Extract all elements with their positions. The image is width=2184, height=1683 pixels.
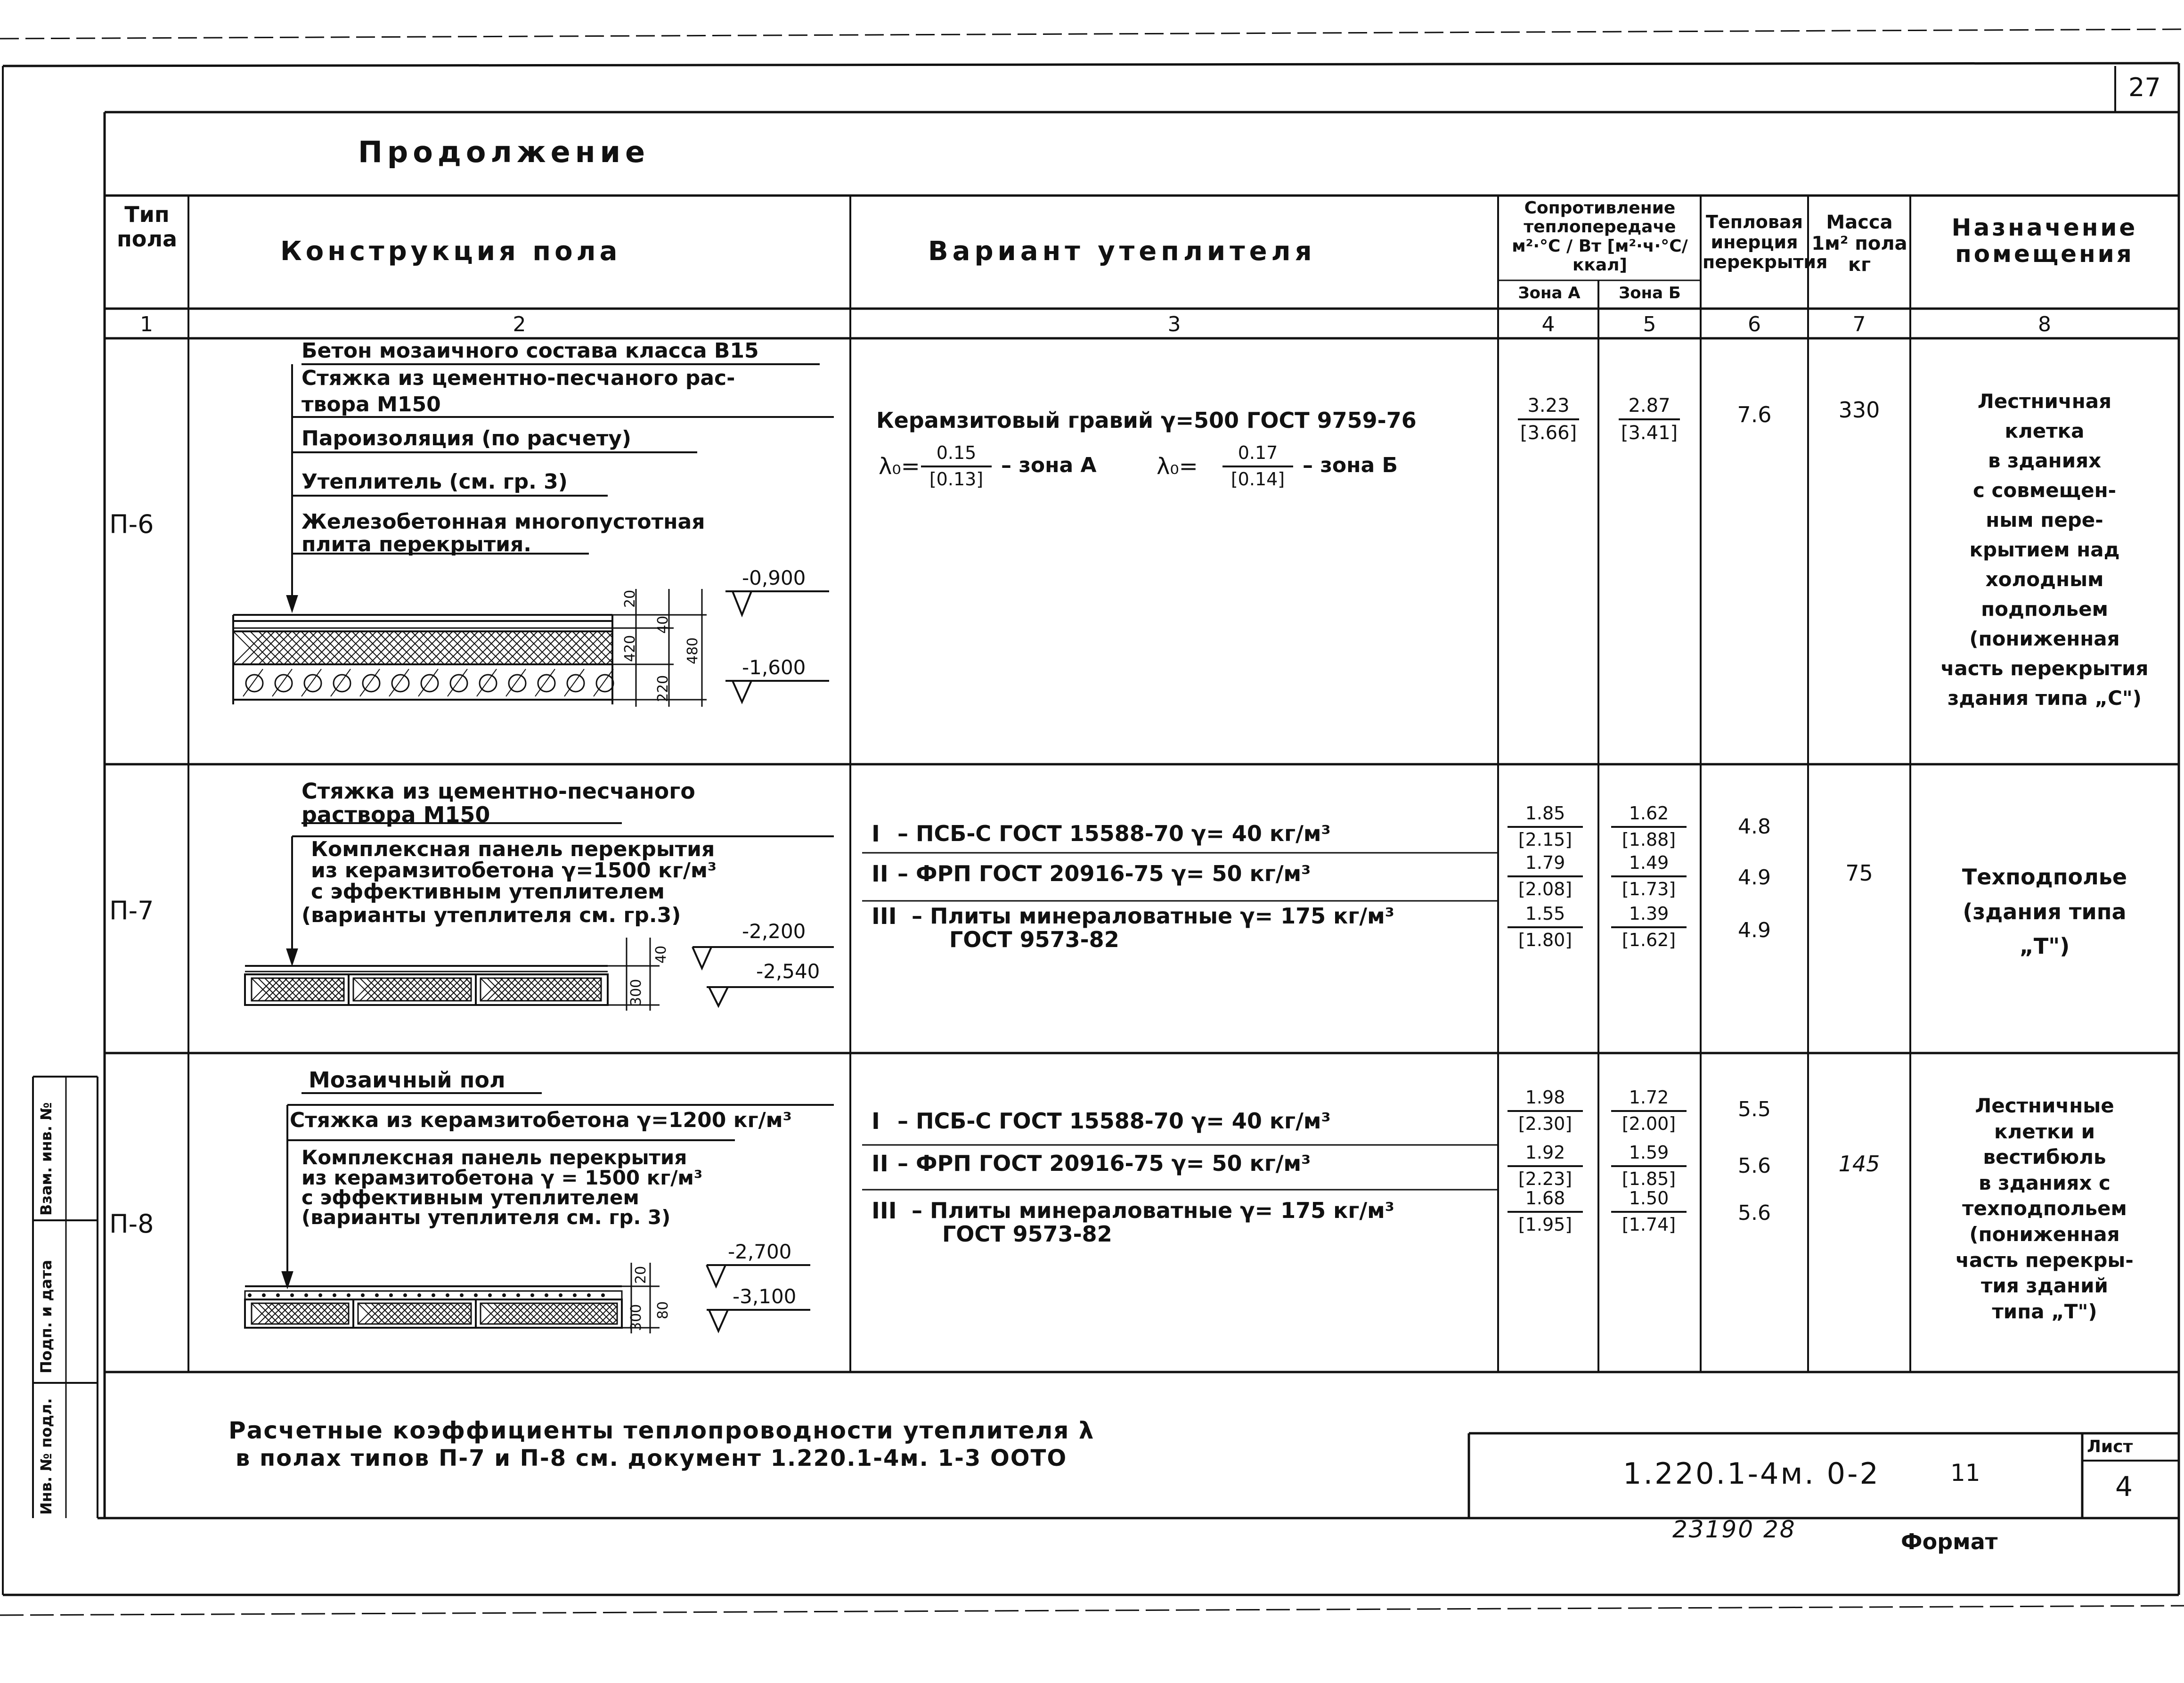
- p6-layer-4: Пароизоляция (по расчету): [302, 426, 632, 450]
- p7-v1-ra-den: [2.15]: [1518, 829, 1573, 850]
- floor-type-p7: П-7: [109, 896, 154, 925]
- p6-dim-420: 420: [622, 635, 638, 662]
- p8-v2-inertia: 5.6: [1738, 1154, 1771, 1178]
- p6-resistance-zone-a: [1518, 395, 1579, 444]
- stamp-signature-date: Подп. и дата: [37, 1259, 55, 1373]
- p8-v3-ra-den: [1.95]: [1518, 1214, 1573, 1235]
- p8-v1-ra-den: [2.30]: [1518, 1113, 1573, 1134]
- p6-rb-den: [3.41]: [1621, 422, 1678, 444]
- p8-v2-rb-den: [1.85]: [1622, 1168, 1676, 1189]
- p6-lambda-a-fraction: [921, 443, 992, 490]
- header-room-purpose: Назначение помещения: [1951, 214, 2138, 268]
- p6-level-1: -0,900: [742, 566, 806, 589]
- document-code-suffix: 11: [1950, 1459, 1980, 1487]
- col-number-5: 5: [1643, 312, 1656, 336]
- purpose-line: вестибюль: [1983, 1145, 2106, 1169]
- purpose-line: тия зданий: [1981, 1274, 2108, 1298]
- p7-v2-rb-num: 1.49: [1611, 853, 1687, 877]
- purpose-line: здания типа „С"): [1948, 686, 2142, 710]
- p8-dim-80: 80: [655, 1301, 671, 1319]
- p8-level-1: -2,700: [728, 1240, 792, 1263]
- col-number-1: 1: [140, 312, 153, 336]
- continuation-heading: Продолжение: [358, 135, 650, 169]
- p7-v2-ra-den: [2.08]: [1518, 878, 1573, 899]
- p6-ra-den: [3.66]: [1520, 422, 1577, 444]
- p8-layer-3: Комплексная панель перекрытия: [302, 1146, 687, 1169]
- p8-v3-rb-den: [1.74]: [1622, 1214, 1676, 1235]
- p7-variant-3-text: – Плиты минераловатные γ= 175 кг/м³: [912, 903, 1394, 929]
- p7-layer-6: (варианты утеплителя см. гр.3): [302, 903, 681, 927]
- p8-v1-rb-den: [2.00]: [1622, 1113, 1676, 1134]
- p7-room-purpose: [1913, 860, 2176, 964]
- p6-lambda-a-prefix: λ₀=: [879, 453, 920, 480]
- purpose-line: (пониженная: [1969, 1222, 2120, 1246]
- p6-lambda-a-den: [0.13]: [929, 468, 984, 490]
- p8-dim-20: 20: [633, 1266, 649, 1284]
- p6-dim-20: 20: [622, 589, 638, 608]
- purpose-line: подпольем: [1981, 597, 2108, 621]
- purpose-line: Лестничные: [1975, 1094, 2114, 1117]
- p6-layer-7: плита перекрытия.: [302, 532, 531, 556]
- p6-lambda-a-num: 0.15: [921, 443, 992, 467]
- p6-resistance-zone-b: [1619, 395, 1680, 444]
- p8-layer-1: Мозаичный пол: [309, 1067, 505, 1093]
- p6-rb-num: 2.87: [1619, 395, 1680, 420]
- purpose-line: Лестничная: [1977, 390, 2112, 413]
- p6-lambda-b-fraction: [1222, 443, 1293, 490]
- p8-v2-resistance-b: [1611, 1143, 1687, 1189]
- p7-v2-resistance-a: [1508, 853, 1583, 899]
- p6-lambda-b-den: [0.14]: [1231, 468, 1285, 490]
- section-p7-hatch: [252, 978, 601, 1001]
- p6-layer-3: твора М150: [302, 392, 441, 417]
- p7-variant-3-text2: ГОСТ 9573-82: [949, 927, 1119, 952]
- purpose-line: техподпольем: [1962, 1197, 2127, 1220]
- p6-lambda-b-num: 0.17: [1222, 443, 1293, 467]
- p6-lambda-a-suffix: – зона А: [1001, 453, 1097, 477]
- p7-v1-rb-den: [1.88]: [1622, 829, 1676, 850]
- p8-layer-2: Стяжка из керамзитобетона γ=1200 кг/м³: [290, 1108, 792, 1132]
- p8-variant-1-num: I: [872, 1108, 880, 1135]
- scan-line-top: [0, 29, 2184, 39]
- purpose-line: (пониженная: [1969, 627, 2120, 650]
- purpose-line: в зданиях: [1988, 449, 2102, 472]
- p8-variant-2-num: II: [872, 1151, 888, 1177]
- p6-dim-40: 40: [655, 615, 671, 634]
- p8-layer-6: (варианты утеплителя см. гр. 3): [302, 1206, 671, 1229]
- p8-v3-resistance-a: [1508, 1188, 1583, 1235]
- p8-v2-ra-num: 1.92: [1508, 1143, 1583, 1167]
- stamp-replacement-inventory: Взам. инв. №: [37, 1102, 55, 1216]
- p6-layer-2: Стяжка из цементно-песчаного рас-: [302, 366, 735, 390]
- p7-v3-ra-den: [1.80]: [1518, 929, 1573, 950]
- p8-v1-ra-num: 1.98: [1508, 1087, 1583, 1112]
- p7-mass: 75: [1845, 860, 1873, 886]
- p8-room-purpose: [1913, 1093, 2176, 1324]
- header-thermal-inertia: Тепловая инерция перекрытия: [1703, 212, 1828, 273]
- p7-v1-resistance-b: [1611, 803, 1687, 850]
- p7-dim-300: 300: [628, 979, 644, 1006]
- header-floor-construction: Конструкция пола: [280, 236, 621, 267]
- p7-level-2: -2,540: [756, 960, 820, 983]
- format-label: Формат: [1901, 1529, 1998, 1554]
- p8-v3-resistance-b: [1611, 1188, 1687, 1235]
- p8-v2-resistance-a: [1508, 1143, 1583, 1189]
- purpose-line: с совмещен-: [1972, 479, 2117, 502]
- p6-layer-1: Бетон мозаичного состава класса В15: [302, 339, 759, 363]
- p7-layer-5: с эффективным утеплителем: [311, 880, 665, 904]
- p8-v1-rb-num: 1.72: [1611, 1087, 1687, 1112]
- header-zone-a: Зона А: [1518, 284, 1581, 302]
- p7-variant-2-text: – ФРП ГОСТ 20916-75 γ= 50 кг/м³: [897, 861, 1311, 886]
- p7-dim-40: 40: [653, 945, 669, 964]
- col-number-6: 6: [1748, 312, 1761, 336]
- p6-room-purpose: [1913, 386, 2176, 713]
- p7-variant-3-num: III: [872, 903, 897, 930]
- p8-mass: 145: [1838, 1151, 1880, 1176]
- p6-insulation-description: Керамзитовый гравий γ=500 ГОСТ 9759-76: [876, 408, 1417, 433]
- p7-v1-rb-num: 1.62: [1611, 803, 1687, 828]
- p8-v2-rb-num: 1.59: [1611, 1143, 1687, 1167]
- p8-variant-1-text: – ПСБ-С ГОСТ 15588-70 γ= 40 кг/м³: [897, 1108, 1331, 1134]
- purpose-line: Техподполье: [1962, 864, 2127, 890]
- col-number-2: 2: [513, 312, 526, 336]
- p8-variant-2-text: – ФРП ГОСТ 20916-75 γ= 50 кг/м³: [897, 1151, 1311, 1176]
- p6-layer-6: Железобетонная многопустотная: [302, 510, 705, 534]
- stamp-inventory-original: Инв. № подл.: [37, 1398, 55, 1515]
- purpose-line: (здания типа: [1963, 899, 2127, 924]
- p8-v1-resistance-b: [1611, 1087, 1687, 1134]
- p7-v2-rb-den: [1.73]: [1622, 878, 1676, 899]
- purpose-line: типа „Т"): [1992, 1299, 2097, 1323]
- purpose-line: „Т"): [2019, 933, 2070, 959]
- p8-dim-300: 300: [628, 1304, 644, 1331]
- header-zone-b: Зона Б: [1619, 284, 1681, 302]
- header-insulation-variant: Вариант утеплителя: [928, 236, 1316, 267]
- p8-v3-rb-num: 1.50: [1611, 1188, 1687, 1213]
- p6-ra-num: 3.23: [1518, 395, 1579, 420]
- purpose-line: ным пере-: [1986, 508, 2103, 531]
- p6-lambda-b-prefix: λ₀=: [1157, 453, 1198, 480]
- p8-variant-3-text: – Плиты минераловатные γ= 175 кг/м³: [912, 1198, 1394, 1223]
- col-number-4: 4: [1541, 312, 1555, 336]
- purpose-line: клетки и: [1994, 1119, 2095, 1143]
- header-heat-resistance: Сопротивление теплопередаче м²·°С / Вт [м²·ч·°С/ккал]: [1512, 198, 1688, 275]
- p6-dim-480: 480: [685, 637, 701, 664]
- archive-number: 23190 28: [1672, 1516, 1796, 1543]
- col-number-3: 3: [1167, 312, 1181, 336]
- floor-type-p8: П-8: [109, 1209, 154, 1239]
- p7-v1-inertia: 4.8: [1738, 815, 1771, 839]
- footnote-line-2: в полах типов П-7 и П-8 см. документ 1.220.1-4м. 1-3 ООТО: [236, 1445, 1068, 1471]
- p7-layer-2: раствора М150: [302, 802, 490, 827]
- p7-v3-rb-num: 1.39: [1611, 904, 1687, 928]
- p7-v3-inertia: 4.9: [1738, 918, 1771, 942]
- p6-lambda-b-suffix: – зона Б: [1303, 453, 1398, 477]
- p8-v1-inertia: 5.5: [1738, 1097, 1771, 1121]
- p7-v3-rb-den: [1.62]: [1622, 929, 1676, 950]
- p7-variant-1-text: – ПСБ-С ГОСТ 15588-70 γ= 40 кг/м³: [897, 821, 1331, 846]
- document-code: 1.220.1-4м. 0-2: [1623, 1456, 1880, 1491]
- p8-v3-ra-num: 1.68: [1508, 1188, 1583, 1213]
- purpose-line: клетка: [2005, 419, 2085, 442]
- sheet-number-top: 27: [2128, 73, 2161, 102]
- p8-v3-inertia: 5.6: [1738, 1201, 1771, 1225]
- floor-type-p6: П-6: [109, 509, 154, 539]
- p7-layer-4: из керамзитобетона γ=1500 кг/м³: [311, 858, 717, 882]
- p8-variant-3-num: III: [872, 1198, 897, 1224]
- section-p8-hatch: [248, 1294, 617, 1324]
- purpose-line: крытием над: [1969, 538, 2120, 561]
- p7-v2-ra-num: 1.79: [1508, 853, 1583, 877]
- footnote-line-1: Расчетные коэффициенты теплопроводности утеплителя λ: [228, 1417, 1095, 1444]
- header-floor-type: Тип пола: [116, 202, 178, 252]
- p8-level-2: -3,100: [733, 1285, 797, 1308]
- p8-layer-5: с эффективным утеплителем: [302, 1186, 639, 1209]
- p6-level-2: -1,600: [742, 656, 806, 679]
- p7-v3-ra-num: 1.55: [1508, 904, 1583, 928]
- p7-variant-2-num: II: [872, 861, 888, 887]
- p8-layer-4: из керамзитобетона γ = 1500 кг/м³: [302, 1166, 703, 1189]
- header-mass: Масса 1м² пола кг: [1811, 212, 1907, 276]
- p7-v1-ra-num: 1.85: [1508, 803, 1583, 828]
- col-number-7: 7: [1852, 312, 1866, 336]
- sheet-label: Лист: [2087, 1437, 2133, 1456]
- p6-thermal-inertia: 7.6: [1737, 402, 1772, 427]
- p7-variant-1-num: I: [872, 821, 880, 847]
- p7-layer-1: Стяжка из цементно-песчаного: [302, 778, 695, 804]
- p8-variant-3-text2: ГОСТ 9573-82: [942, 1221, 1112, 1247]
- p6-mass: 330: [1838, 397, 1880, 423]
- sheet-value: 4: [2115, 1471, 2133, 1503]
- p7-v3-resistance-a: [1508, 904, 1583, 950]
- col-number-8: 8: [2038, 312, 2051, 336]
- p7-v1-resistance-a: [1508, 803, 1583, 850]
- p7-layer-3: Комплексная панель перекрытия: [311, 837, 715, 861]
- p8-v1-resistance-a: [1508, 1087, 1583, 1134]
- scan-line-bottom: [0, 1606, 2184, 1615]
- p6-dim-220: 220: [655, 675, 671, 702]
- p7-level-1: -2,200: [742, 920, 806, 943]
- purpose-line: холодным: [1985, 568, 2104, 591]
- p8-v2-ra-den: [2.23]: [1518, 1168, 1573, 1189]
- purpose-line: часть перекрытия: [1940, 657, 2149, 680]
- p7-v2-inertia: 4.9: [1738, 866, 1771, 890]
- p7-v3-resistance-b: [1611, 904, 1687, 950]
- purpose-line: часть перекры-: [1956, 1248, 2134, 1272]
- p6-layer-5: Утеплитель (см. гр. 3): [302, 470, 568, 494]
- purpose-line: в зданиях с: [1979, 1171, 2111, 1194]
- p7-v2-resistance-b: [1611, 853, 1687, 899]
